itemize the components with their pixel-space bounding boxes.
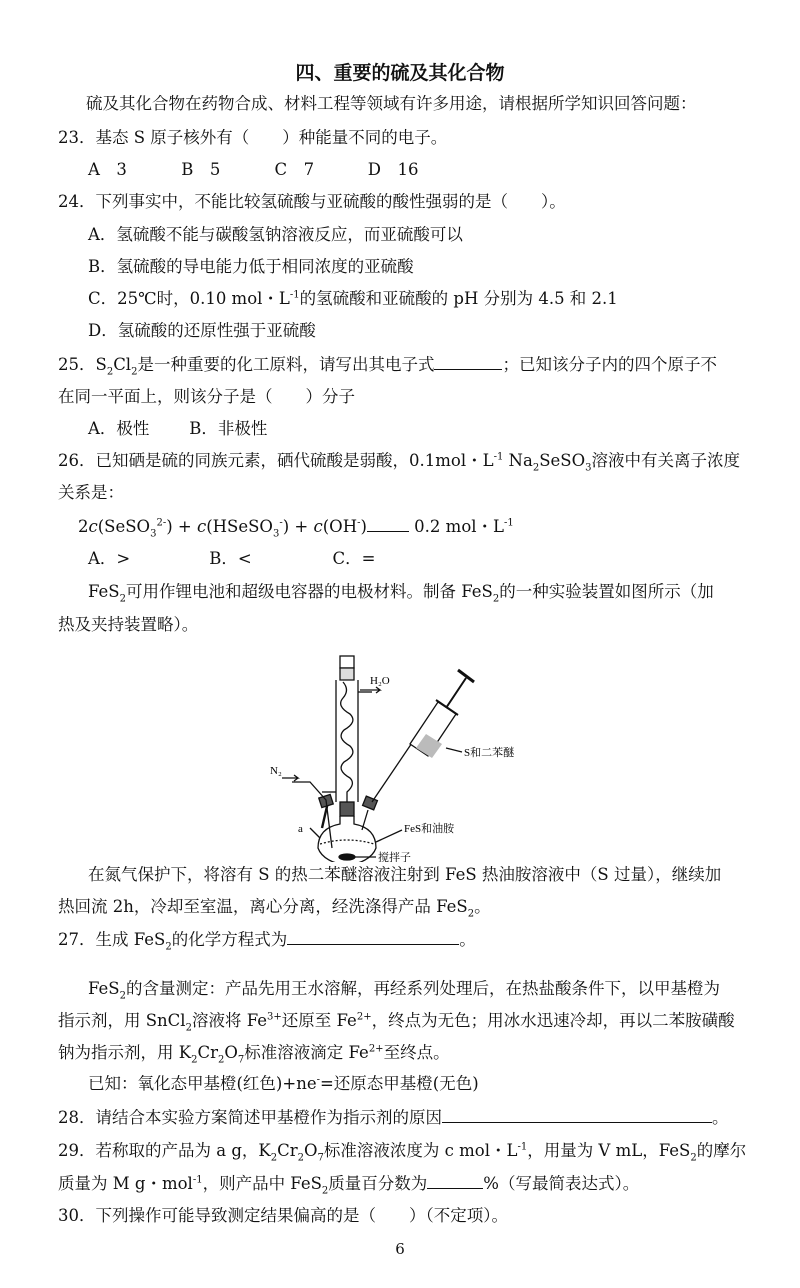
q25-option-b[interactable]: B．非极性 [189, 419, 268, 438]
stopper-shape [340, 656, 354, 668]
syringe-plunger-shape [446, 678, 466, 708]
q25-answer-blank[interactable] [434, 353, 502, 370]
apparatus-figure [260, 652, 520, 862]
q26-answer-blank[interactable] [367, 515, 409, 532]
q30-stem: 30．下列操作可能导致测定结果偏高的是（ ）（不定项）。 [58, 1206, 508, 1225]
q26-options [88, 548, 375, 570]
assay-known: 已知：氧化态甲基橙(红色)+ne-=还原态甲基橙(无色) [88, 1074, 479, 1093]
q26-line2: 关系是： [58, 483, 124, 502]
q27-answer-blank[interactable] [287, 928, 459, 945]
stir-bar-label: 搅拌子 [378, 852, 411, 862]
center-joint-shape [340, 802, 354, 816]
flask-label: FeS和油胺 [404, 823, 455, 835]
q28-line: 28．请结合本实验方案简述甲基橙作为指示剂的原因 。 [58, 1108, 729, 1127]
a-label: a [298, 823, 303, 835]
q25-line2: 在同一平面上，则该分子是（ ）分子 [58, 387, 355, 406]
stopper-base-shape [340, 668, 354, 680]
liquid-level-shape [320, 840, 374, 844]
q23-option-c[interactable]: C 7 [274, 160, 315, 179]
a-label-leader [310, 828, 320, 838]
syringe-plunger-head-shape [458, 670, 474, 682]
q23-option-a[interactable]: A 3 [88, 160, 127, 179]
assay-line2: 指示剂，用 SnCl$_2$溶液将 $Fe^{3+}$还原至 $Fe^{2+}$，终点为无色；用冰水迅速冷却，再以二苯胺磺酸 [58, 1011, 735, 1034]
intro-text: 硫及其化合物在药物合成、材料工程等领域有许多用途，请根据所学知识回答问题： [86, 94, 697, 113]
q24-stem: 24．下列事实中，不能比较氢硫酸与亚硫酸的酸性强弱的是（ ）。 [58, 192, 566, 211]
q26-equation: 2c(SeSO$_3^{2-}$) + c(HSeSO$_3$-) + c(OH-) 0.2 mol・$L^{-1}$ [78, 517, 514, 540]
q24-option-a[interactable]: A．氢硫酸不能与碳酸氢钠溶液反应，而亚硫酸可以 [88, 225, 463, 244]
q23-option-d[interactable]: D 16 [367, 160, 419, 179]
n2-label: N₂ [270, 765, 282, 777]
section-title: 四、重要的硫及其化合物 [295, 62, 505, 84]
q29-line1: 29．若称取的产品为 a g，$K_2Cr_2O_7$标准溶液浓度为 c mol・$L^{-1}$，用量为 V mL，FeS$_2$的摩尔 [58, 1141, 747, 1164]
q29-answer-blank[interactable] [427, 1172, 483, 1189]
q27-line: 27．生成 FeS$_2$的化学方程式为 。 [58, 930, 476, 953]
assay-line1: FeS$_2$的含量测定：产品先用王水溶解，再经系列处理后，在热盐酸条件下，以甲基橙为 [88, 979, 720, 1002]
q24-option-b[interactable]: B．氢硫酸的导电能力低于相同浓度的亚硫酸 [88, 257, 414, 276]
page-number: 6 [395, 1240, 405, 1258]
syringe-label: S和二苯醚 [464, 747, 515, 759]
stir-bar-shape [339, 854, 355, 860]
q28-answer-blank[interactable] [442, 1106, 712, 1123]
q29-line2: 质量为 M g・mol$^{-1}$，则产品中 FeS$_2$质量百分数为 %（写最简表达式）。 [58, 1174, 640, 1197]
q26-line1: 26．已知硒是硫的同族元素，硒代硫酸是弱酸，0.1mol・$L^{-1}$ $Na_2SeSO_3$溶液中有关离子浓度 [58, 451, 740, 474]
q23-option-b[interactable]: B 5 [181, 160, 221, 179]
q23-options [88, 159, 418, 181]
q24-option-d[interactable]: D．氢硫酸的还原性强于亚硫酸 [88, 321, 316, 340]
q25-options [88, 418, 267, 440]
syringe-label-leader [446, 748, 462, 752]
q23-stem: 23．基态 S 原子核外有（ ）种能量不同的电子。 [58, 128, 448, 147]
condenser-coil-shape [341, 682, 353, 812]
q25-line1: 25．$S_2Cl_2$是一种重要的化工原料，请写出其电子式 ；已知该分子内的四个原子不 [58, 355, 717, 378]
q26-option-c[interactable]: C．= [332, 549, 376, 568]
assay-line3: 钠为指示剂，用 $K_2Cr_2O_7$标准溶液滴定 $Fe^{2+}$至终点。 [58, 1043, 450, 1066]
q26-option-b[interactable]: B．< [209, 549, 252, 568]
fes2-intro-line1: FeS$_2$可用作锂电池和超级电容器的电极材料。制备 FeS$_2$的一种实验装置如图所示（加 [88, 582, 714, 605]
q25-option-a[interactable]: A．极性 [88, 419, 150, 438]
condenser-outer-shape [336, 680, 358, 802]
q24-option-c[interactable]: C．25℃时，0.10 mol・$L^{-1}$的氢硫酸和亚硫酸的 pH 分别为 4.5 和 2.1 [88, 289, 618, 308]
procedure-line2: 热回流 2h，冷却至室温，离心分离，经洗涤得产品 FeS$_2$。 [58, 897, 491, 920]
fes2-intro-line2: 热及夹持装置略）。 [58, 615, 199, 634]
flask-label-leader [376, 830, 402, 842]
procedure-line1: 在氮气保护下，将溶有 S 的热二苯醚溶液注射到 FeS 热油胺溶液中（S 过量），继续加 [88, 865, 722, 884]
h2o-label: H₂O [370, 675, 390, 687]
q26-option-a[interactable]: A．> [88, 549, 131, 568]
n2-arrow-shape [282, 775, 298, 781]
